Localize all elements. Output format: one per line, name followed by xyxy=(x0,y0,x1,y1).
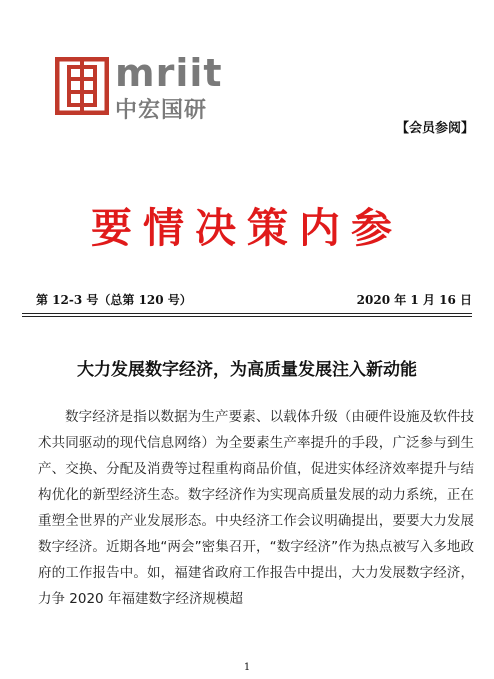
logo-brand-cn: 中宏国研 xyxy=(115,98,208,123)
page-number: 1 xyxy=(243,662,251,673)
document-title: 要情决策内参 xyxy=(91,204,403,252)
article-body: 数字经济是指以数据为生产要素、以载体升级（由硬件设施及软件技术共同驱动的现代信息网络）为全要素生产率提升的手段，广泛参与到生产、交换、分配及消费等过程重构商品价值，促进实体经济效率提升与结构优化的新型经济生态。数字经济作为实现高质量发展的动力系统，正在重塑全世界的产业发展形态。中央经济工作会议明确提出，要要大力发展数字经济。近期各地“两会”密集召开，“数字经济”作为热点被写入多地政府的工作报告中。如，福建省政府工作报告中提出，大力发展数字经济，力争 2020 年福建数字经济规模超 xyxy=(38,409,474,607)
mriit-logo xyxy=(55,51,225,125)
issue-date: 2020 年 1 月 16 日 xyxy=(356,293,472,307)
member-label: 【会员参阅】 xyxy=(395,121,474,136)
logo-brand-en: mriit xyxy=(115,51,223,95)
header-rule xyxy=(22,313,472,314)
article-headline: 大力发展数字经济，为高质量发展注入新动能 xyxy=(77,360,417,380)
mriit-logo-mark-icon xyxy=(55,57,109,115)
issue-row xyxy=(36,291,472,308)
issue-number: 第 12-3 号（总第 120 号） xyxy=(36,293,192,307)
header-rule-secondary xyxy=(22,316,472,317)
